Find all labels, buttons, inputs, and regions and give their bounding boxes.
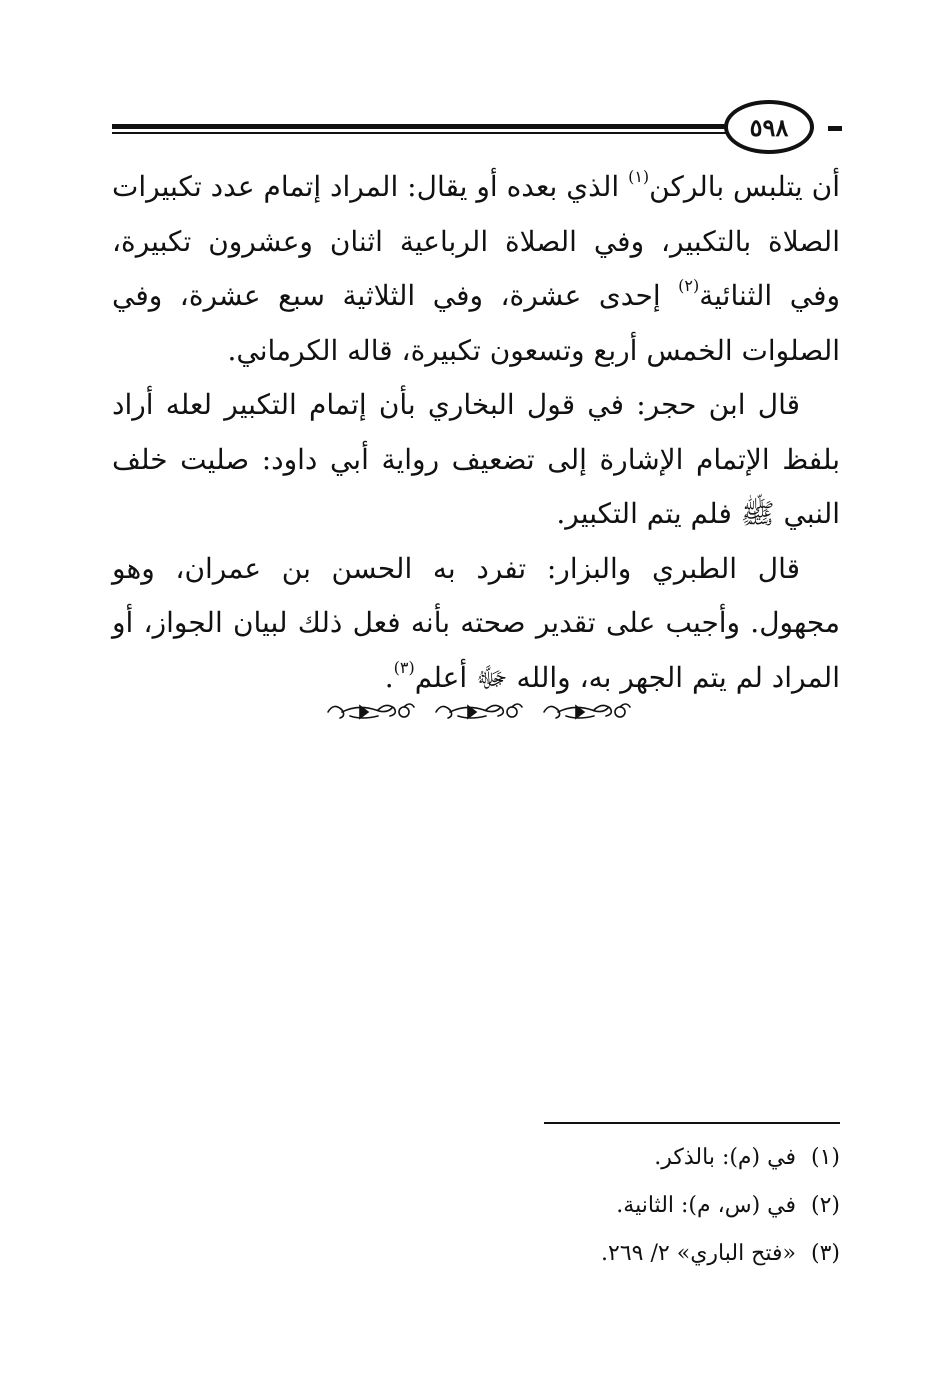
footnote-ref-1[interactable]: (١)	[628, 167, 650, 186]
footnote-separator	[544, 1122, 840, 1124]
header-rule	[112, 124, 732, 134]
paragraph-2: قال ابن حجر: في قول البخاري بأن إتمام التكبير لعله أراد بلفظ الإتمام الإشارة إلى تضعيف رواية أبي داود: صليت خلف النبي ﷺ فلم يتم التكبير.	[112, 388, 840, 530]
footnote-number: (١)	[810, 1145, 840, 1170]
main-text	[112, 160, 840, 705]
page-header	[112, 98, 842, 158]
footnote-2	[112, 1182, 840, 1230]
footnote-number: (٣)	[810, 1241, 840, 1266]
footnote-3	[112, 1230, 840, 1278]
footnote-text: في (م): بالذكر.	[654, 1145, 796, 1170]
page-number-badge	[724, 100, 814, 154]
footnotes	[112, 1134, 840, 1278]
paragraph-1: أن يتلبس بالركن$^{(١)}$ الذي بعده أو يقال: المراد إتمام عدد تكبيرات الصلاة بالتكبير، وفي الصلاة الرباعية اثنان وعشرون تكبيرة، وفي الثنائية$^{(٢)}$ إحدى عشرة، وفي الثلاثية سبع عشرة، وفي الصلوات الخمس أربع وتسعون تكبيرة، قاله الكرماني.	[112, 167, 840, 367]
footnote-ref-3[interactable]: (٣)	[393, 657, 415, 677]
footnote-text: في (س، م): الثانية.	[616, 1193, 796, 1218]
footnote-ref-2[interactable]: (٢)	[678, 276, 700, 295]
footnote-1	[112, 1134, 840, 1182]
page-number: ٥٩٨	[749, 112, 789, 142]
floral-divider-icon	[320, 696, 632, 726]
paragraph-3: قال الطبري والبزار: تفرد به الحسن بن عمران، وهو مجهول. وأجيب على تقدير صحته بأنه فعل ذلك لبيان الجواز، أو المراد لم يتم الجهر به، والله ﷻ أعلم$^{(٣)}$.	[112, 551, 840, 694]
footnote-text: «فتح الباري» ٢/ ٢٦٩.	[601, 1241, 796, 1266]
header-rule-end	[828, 126, 842, 131]
footnote-number: (٢)	[810, 1193, 840, 1218]
